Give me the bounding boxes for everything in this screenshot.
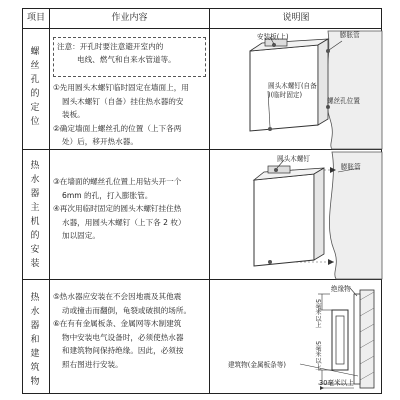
instruction-table [22, 8, 382, 394]
row1-cat-char: 位 [30, 117, 40, 127]
row1-cat-char: 丝 [30, 61, 40, 71]
row2-category [23, 159, 47, 271]
row2-line: 水器，用圆头木螺钉（上下各 2 枚） [62, 217, 186, 227]
row1-cat-char: 定 [30, 103, 40, 113]
row2-cat-char: 主 [30, 203, 40, 213]
row3-cat-char: 水 [30, 307, 40, 317]
header-illustration: 说明图 [282, 13, 310, 23]
row3-line: ⑤热水器应安装在不会因地震及其他震 [53, 292, 182, 301]
row1-note-line: 电线、燃气和自来水管道等。 [77, 55, 176, 64]
row2-line: ④再次用临时固定的圆头木螺钉挂住热 [53, 204, 182, 213]
row2-cat-char: 器 [30, 189, 40, 199]
row1-label-screw-1: 圆头木螺钉(自备 [268, 82, 317, 90]
row1-line: ①先用圆头木螺钉临时固定在墙面上，用 [53, 83, 189, 92]
row2-cat-char: 热 [30, 161, 40, 171]
row3-illustration [210, 280, 382, 394]
row3-cat-char: 建 [30, 349, 40, 359]
row1-note-line: 注意：开孔时要注意避开室内的 [57, 42, 164, 51]
row2-label-expansion: 膨胀管 [341, 163, 361, 171]
col-divider-1 [49, 9, 50, 393]
header-content: 作业内容 [111, 13, 148, 23]
row1-line: 装板。 [62, 110, 85, 119]
row3-text [53, 290, 208, 371]
row3-category [23, 291, 47, 389]
row2-cat-char: 安 [30, 245, 40, 255]
row1-label-expansion: 膨胀管 [340, 31, 360, 39]
row3-cat-char: 物 [30, 377, 40, 387]
row1-label-screw-2: )(临时固定) [268, 91, 303, 99]
row3-line: 和建筑物间保持绝缘。因此，必须按 [62, 346, 184, 355]
row3-cat-char: 热 [30, 293, 40, 303]
row1-cat-char: 的 [30, 89, 40, 99]
row2-line: 加以固定。 [62, 231, 100, 240]
row3-label-building: 建筑物(金属板条等) [228, 361, 286, 369]
row3-cat-char: 筑 [30, 363, 40, 373]
row3-line: 动或撞击而翻倒，龟裂或破损的场所。 [62, 305, 192, 315]
row3-line: ⑥在有有金属板条、金属网等木制建筑 [53, 319, 182, 328]
row2-line: ③在墙面的螺丝孔位置上用钻头开一个 [53, 177, 182, 186]
row1-note-box [53, 37, 206, 77]
row1-category [23, 45, 47, 129]
row1-text [53, 81, 208, 149]
row1-line: 处）后，移开热水器。 [62, 137, 138, 146]
row1-label-hole: 螺丝孔位置 [327, 97, 360, 105]
row2-cat-char: 机 [30, 217, 40, 227]
row2-line: 6mm 的孔，打入膨胀管。 [62, 190, 153, 200]
row1-line: 圆头木螺钉（自备）挂住热水器的安 [62, 96, 184, 106]
row1-cat-char: 螺 [30, 47, 40, 57]
row2-text [53, 175, 208, 243]
row1-cat-char: 孔 [30, 75, 40, 85]
row2-label-screw: 圆头木螺钉 [277, 155, 310, 163]
row1-label-plate: 安装板(上) [257, 33, 289, 41]
row2-cat-char: 水 [30, 175, 40, 185]
row3-cat-char: 和 [30, 335, 40, 345]
row2-cat-char: 装 [30, 259, 40, 269]
row3-label-insulator: 绝缘物 [331, 285, 351, 293]
row3-label-dim-top: 5毫米以上 [314, 299, 321, 328]
header-item: 项目 [26, 13, 45, 23]
row2-cat-char: 的 [30, 231, 40, 241]
row3-label-dim-mid: 5毫米以上 [314, 341, 321, 370]
row3-line: 物中安装电气设备时，必须使热水器 [62, 332, 184, 342]
row3-label-dim-bottom: 30毫米以上 [319, 379, 354, 387]
row3-line: 照右图进行安装。 [62, 359, 123, 369]
row3-cat-char: 器 [30, 321, 40, 331]
row1-line: ②确定墙面上螺丝孔的位置（上下各两 [53, 123, 182, 133]
